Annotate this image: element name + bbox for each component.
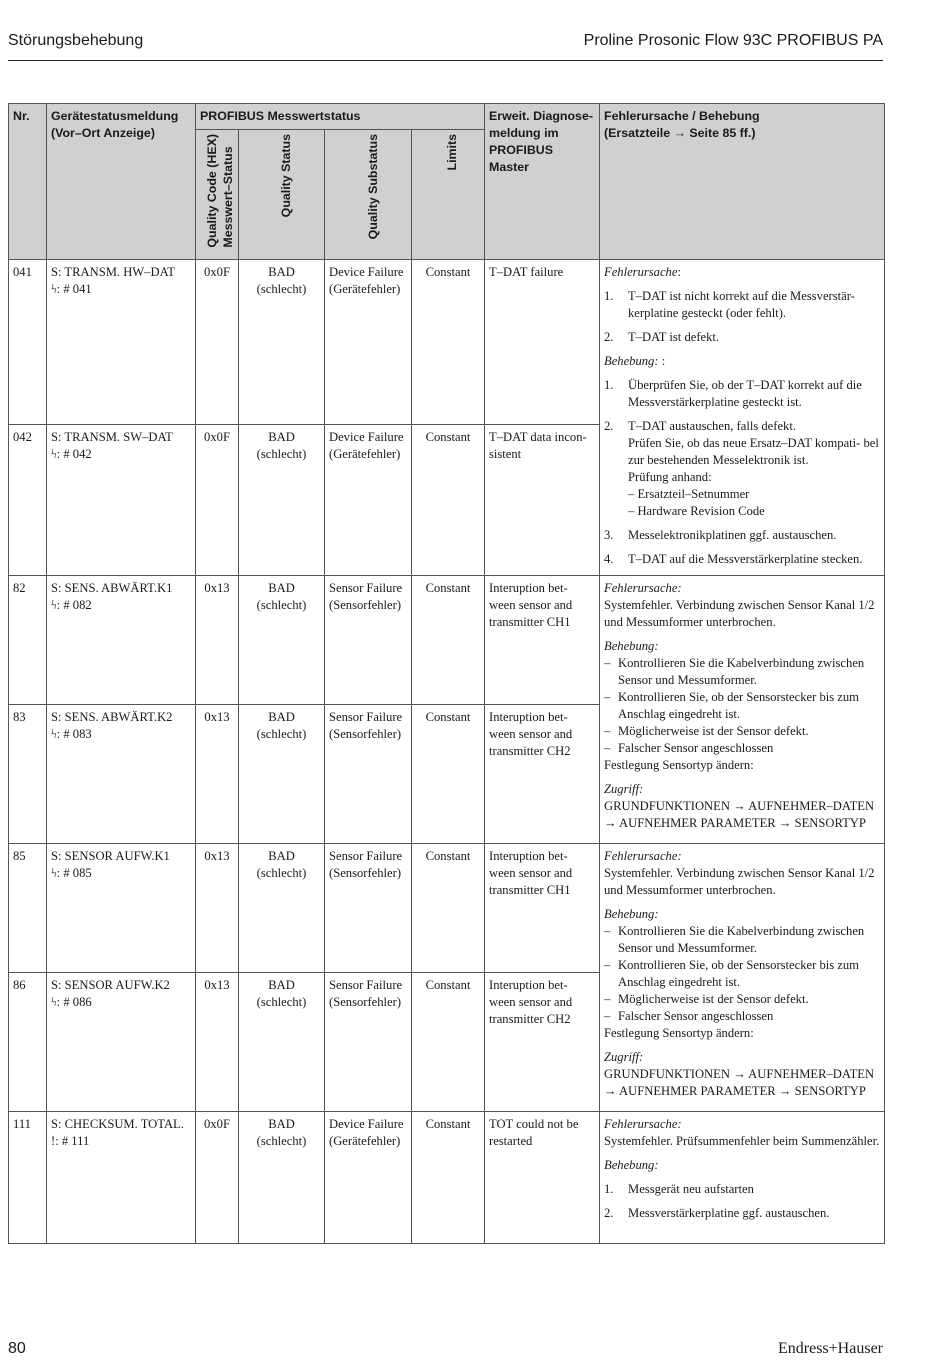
list-item: 1. T–DAT ist nicht korrekt auf die Messverstär- kerplatine gesteckt (oder fehlt). xyxy=(604,289,855,320)
row-nr: 83 xyxy=(9,705,47,844)
col-header-quality-code: Quality Code (HEX) Messwert–Status xyxy=(196,130,239,260)
list-item: – Falscher Sensor angeschlossen xyxy=(604,741,774,755)
row-quality-code: 0x13 xyxy=(196,576,239,705)
brand-name: Endress+Hauser xyxy=(778,1340,883,1357)
header-rule xyxy=(8,60,883,61)
page-number: 80 xyxy=(8,1340,26,1357)
row-quality-substatus: Device Failure (Gerätefehler) xyxy=(325,425,412,576)
row-message: S: SENS. ABWÄRT.K1 ϟ: # 082 xyxy=(47,576,196,705)
row-quality-code: 0x13 xyxy=(196,705,239,844)
list-item: 2. T–DAT ist defekt. xyxy=(604,330,720,344)
list-item: – Falscher Sensor angeschlossen xyxy=(604,1009,774,1023)
row-quality-substatus: Device Failure (Gerätefehler) xyxy=(325,260,412,425)
row-quality-status: BAD (schlecht) xyxy=(239,1112,325,1244)
row-message: S: SENSOR AUFW.K2 ϟ: # 086 xyxy=(47,973,196,1112)
list-item: – Kontrollieren Sie die Kabelverbindung zwischen Sensor und Messumformer. xyxy=(604,924,865,955)
row-message: S: TRANSM. SW–DAT ϟ: # 042 xyxy=(47,425,196,576)
col-header-diagnosis: Erweit. Diagnose- meldung im PROFIBUS Master xyxy=(485,104,600,260)
row-message: S: SENS. ABWÄRT.K2 ϟ: # 083 xyxy=(47,705,196,844)
running-header-section: Störungsbehebung xyxy=(8,32,144,49)
row-quality-status: BAD (schlecht) xyxy=(239,973,325,1112)
remedy-sensor-abwaert: Fehlerursache: Systemfehler. Verbindung zwischen Sensor Kanal 1/2 und Messumformer unterbrochen. Behebung: – Kontrollieren Sie die Kabelverbindung zwischen Sensor und Messumformer. – Kontrollieren Sie, ob der Sensorstecker bis zum Anschlag eingedreht ist. – Möglicherweise ist der Sensor defekt. – Falscher Sensor angeschlossen Festlegung Sensortyp ändern: Zugriff: GRUNDFUNKTIONEN → AUFNEHMER–DATEN → AUFNEHMER PARAMETER → SENSORTYP xyxy=(600,576,885,844)
list-item: 1. Überprüfen Sie, ob der T–DAT korrekt auf die Messverstärkerplatine gesteckt ist. xyxy=(604,378,862,409)
row-limits: Constant xyxy=(412,576,485,705)
row-diagnosis: Interuption bet- ween sensor and transmitter CH1 xyxy=(485,576,600,705)
col-header-quality-substatus: Quality Substatus xyxy=(325,130,412,260)
row-diagnosis: Interuption bet- ween sensor and transmitter CH2 xyxy=(485,705,600,844)
row-quality-substatus: Sensor Failure (Sensorfehler) xyxy=(325,844,412,973)
list-item: 2. T–DAT austauschen, falls defekt. Prüfen Sie, ob das neue Ersatz–DAT kompati- bel zur bestehenden Messelektronik ist. Prüfung anhand: – Ersatzteil–Setnummer – Hardware Revision Code xyxy=(604,419,879,518)
row-limits: Constant xyxy=(412,973,485,1112)
col-header-remedy: Fehlerursache / Behebung (Ersatzteile → Seite 85 ff.) xyxy=(600,104,885,260)
list-item: 3. Messelektronikplatinen ggf. austauschen. xyxy=(604,528,837,542)
row-limits: Constant xyxy=(412,844,485,973)
table-row xyxy=(9,1112,885,1244)
row-limits: Constant xyxy=(412,260,485,425)
remedy-tdat: Fehlerursache: 1. T–DAT ist nicht korrekt auf die Messverstär- kerplatine gesteckt (oder fehlt). 2. T–DAT ist defekt. Behebung: : 1. Überprüfen Sie, ob der T–DAT korrekt auf die Messverstärkerplatine gesteckt ist. 2. T–DAT austauschen, falls defekt. Prüfen Sie, ob das neue Ersatz–DAT kompati- bel zur bestehenden Messelektronik ist. Prüfung anhand: – Ersatzteil–Setnummer – Hardware Revision Code 3. Messelektronikplatinen ggf. austauschen. 4. T–DAT auf die Messverstärkerplatine stecken. xyxy=(600,260,885,576)
row-diagnosis: T–DAT data incon- sistent xyxy=(485,425,600,576)
list-item: – Kontrollieren Sie, ob der Sensorstecker bis zum Anschlag eingedreht ist. xyxy=(604,690,859,721)
list-item: 4. T–DAT auf die Messverstärkerplatine stecken. xyxy=(604,552,863,566)
row-nr: 111 xyxy=(9,1112,47,1244)
col-header-nr: Nr. xyxy=(9,104,47,260)
list-item: – Möglicherweise ist der Sensor defekt. xyxy=(604,992,809,1006)
table-row xyxy=(9,576,885,705)
row-quality-status: BAD (schlecht) xyxy=(239,425,325,576)
row-diagnosis: Interuption bet- ween sensor and transmitter CH1 xyxy=(485,844,600,973)
row-quality-status: BAD (schlecht) xyxy=(239,260,325,425)
row-nr: 86 xyxy=(9,973,47,1112)
remedy-checksum: Fehlerursache: Systemfehler. Prüfsummenfehler beim Summenzähler. Behebung: 1. Messgerät neu aufstarten 2. Messverstärkerplatine ggf. austauschen. xyxy=(600,1112,885,1244)
row-quality-code: 0x0F xyxy=(196,1112,239,1244)
row-message: S: SENSOR AUFW.K1 ϟ: # 085 xyxy=(47,844,196,973)
row-limits: Constant xyxy=(412,705,485,844)
row-quality-code: 0x13 xyxy=(196,844,239,973)
row-quality-substatus: Device Failure (Gerätefehler) xyxy=(325,1112,412,1244)
row-diagnosis: T–DAT failure xyxy=(485,260,600,425)
row-quality-code: 0x13 xyxy=(196,973,239,1112)
table-row xyxy=(9,844,885,973)
row-nr: 041 xyxy=(9,260,47,425)
row-message: S: TRANSM. HW–DAT ϟ: # 041 xyxy=(47,260,196,425)
row-quality-code: 0x0F xyxy=(196,425,239,576)
row-quality-status: BAD (schlecht) xyxy=(239,576,325,705)
list-item: – Möglicherweise ist der Sensor defekt. xyxy=(604,724,809,738)
table-row xyxy=(9,260,885,425)
row-quality-status: BAD (schlecht) xyxy=(239,844,325,973)
row-limits: Constant xyxy=(412,1112,485,1244)
row-nr: 042 xyxy=(9,425,47,576)
list-item: 2. Messverstärkerplatine ggf. austauschen. xyxy=(604,1206,830,1220)
row-diagnosis: TOT could not be restarted xyxy=(485,1112,600,1244)
col-header-limits: Limits xyxy=(412,130,485,260)
row-nr: 82 xyxy=(9,576,47,705)
row-quality-substatus: Sensor Failure (Sensorfehler) xyxy=(325,576,412,705)
col-header-profibus-status: PROFIBUS Messwertstatus xyxy=(196,104,485,130)
row-nr: 85 xyxy=(9,844,47,973)
row-quality-status: BAD (schlecht) xyxy=(239,705,325,844)
running-header-product: Proline Prosonic Flow 93C PROFIBUS PA xyxy=(583,32,883,49)
col-header-quality-status: Quality Status xyxy=(239,130,325,260)
row-quality-substatus: Sensor Failure (Sensorfehler) xyxy=(325,973,412,1112)
col-header-message: Gerätestatusmeldung (Vor–Ort Anzeige) xyxy=(47,104,196,260)
row-message: S: CHECKSUM. TOTAL. !: # 111 xyxy=(47,1112,196,1244)
list-item: 1. Messgerät neu aufstarten xyxy=(604,1182,754,1196)
list-item: – Kontrollieren Sie die Kabelverbindung zwischen Sensor und Messumformer. xyxy=(604,656,865,687)
row-limits: Constant xyxy=(412,425,485,576)
error-message-table xyxy=(8,103,885,1244)
row-quality-substatus: Sensor Failure (Sensorfehler) xyxy=(325,705,412,844)
remedy-sensor-aufwaert: Fehlerursache: Systemfehler. Verbindung zwischen Sensor Kanal 1/2 und Messumformer unterbrochen. Behebung: – Kontrollieren Sie die Kabelverbindung zwischen Sensor und Messumformer. – Kontrollieren Sie, ob der Sensorstecker bis zum Anschlag eingedreht ist. – Möglicherweise ist der Sensor defekt. – Falscher Sensor angeschlossen Festlegung Sensortyp ändern: Zugriff: GRUNDFUNKTIONEN → AUFNEHMER–DATEN → AUFNEHMER PARAMETER → SENSORTYP xyxy=(600,844,885,1112)
list-item: – Kontrollieren Sie, ob der Sensorstecker bis zum Anschlag eingedreht ist. xyxy=(604,958,859,989)
row-diagnosis: Interuption bet- ween sensor and transmitter CH2 xyxy=(485,973,600,1112)
row-quality-code: 0x0F xyxy=(196,260,239,425)
